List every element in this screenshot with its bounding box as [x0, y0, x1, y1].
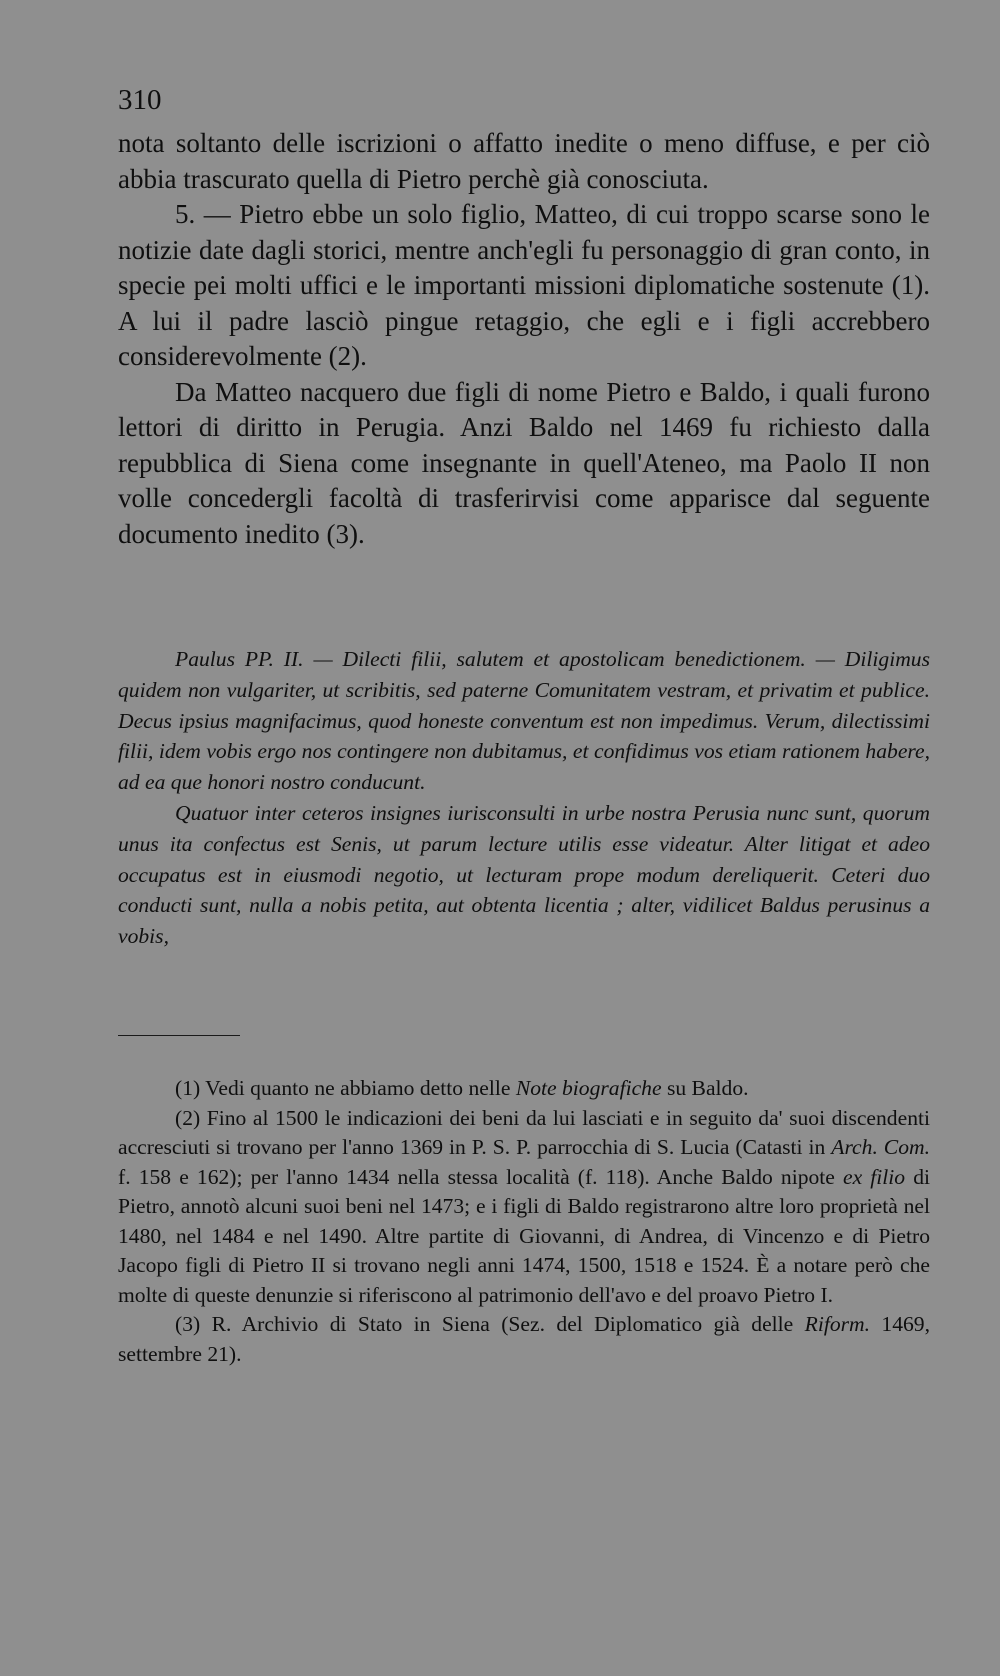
footnote-1-text-b: su Baldo. [661, 1076, 749, 1100]
footnote-3-text-a: (3) R. Archivio di Stato in Siena (Sez. del Diplomatico già delle [175, 1312, 805, 1336]
footnote-1-text-a: (1) Vedi quanto ne abbiamo detto nelle [175, 1076, 516, 1100]
footnote-3-italic: Riform. [804, 1312, 871, 1336]
latin-paragraph-2: Quatuor inter ceteros insignes iurisconsulti in urbe nostra Perusia nunc sunt, quorum unus ita confectus est Senis, ut parum lecture utilis esse videatur. Alter litigat et adeo occupatus est in eiusmodi negotio, ut lecturam prope modum dereliquerit. Ceteri duo conducti sunt, nulla a nobis petita, aut obtenta licentia ; alter, vidilicet Baldus perusinus a vobis, [118, 800, 930, 949]
footnote-2-text-a: (2) Fino al 1500 le indicazioni dei beni da lui lasciati e in seguito da' suoi discendenti accresciuti si trovano per l'anno 1369 in P. S. P. parrocchia di S. Lucia (Catasti in [118, 1105, 930, 1159]
latin-document-quote [118, 644, 930, 952]
page-number: 310 [118, 84, 162, 116]
footnote-3 [118, 1310, 930, 1369]
footnotes [118, 1074, 930, 1369]
latin-paragraph-1: Paulus PP. II. — Dilecti filii, salutem et apostolicam benedictionem. — Diligimus quidem non vulgariter, ut scribitis, sed paterne Comunitatem vestram, et privatim et publice. Decus ipsius magnifacimus, quod honeste conventum est non impedimus. Verum, dilectissimi filii, idem vobis ergo nos contingere non dubitamus, et confidimus vos etiam rationem habere, ad ea que honori nostro conducunt. [118, 647, 930, 795]
paragraph-matteo-sons: Da Matteo nacquero due figli di nome Pietro e Baldo, i quali furono lettori di diritto in Perugia. Anzi Baldo nel 1469 fu richiesto dalla repubblica di Siena come insegnante in quell'Ateneo, ma Paolo II non volle concedergli facoltà di trasferirvisi come apparisce dal seguente documento inedito (3). [118, 376, 930, 549]
main-text [118, 126, 930, 552]
footnote-2-text-c: di Pietro, annotò alcuni suoi beni nel 1473; e i figli di Baldo registrarono altre loro proprietà nel 1480, nel 1484 e nel 1490. Altre partite di Giovanni, di Andrea, di Vincenzo e di Pietro Jacopo figli di Pietro II si trovano negli anni 1474, 1500, 1518 e 1524. È a notare però che molte di queste denunzie si riferiscono al patrimonio dell'avo e del proavo Pietro I. [118, 1164, 930, 1307]
footnote-2-italic-1: Arch. Com. [831, 1135, 930, 1159]
paragraph-continuation: nota soltanto delle iscrizioni o affatto inedite o meno diffuse, e per ciò abbia trascurato quella di Pietro perchè già conosciuta. [118, 128, 930, 194]
paragraph-section-5: 5. — Pietro ebbe un solo figlio, Matteo, di cui troppo scarse sono le notizie date dagli storici, mentre anch'egli fu personaggio di gran conto, in specie pei molti uffici e le importanti missioni diplomatiche sostenute (1). A lui il padre lasciò pingue retaggio, che egli e i figli accrebbero considerevolmente (2). [118, 199, 930, 371]
footnote-2-italic-2: ex filio [843, 1164, 906, 1189]
footnote-divider [118, 1035, 240, 1036]
footnote-2-text-b: f. 158 e 162); per l'anno 1434 nella stessa località (f. 118). Anche Baldo nipote [118, 1164, 843, 1189]
footnote-2 [118, 1104, 930, 1311]
footnote-1 [118, 1074, 930, 1104]
footnote-3-text-b: 1469, settembre 21). [118, 1312, 930, 1366]
footnote-1-italic: Note biografiche [515, 1076, 662, 1100]
